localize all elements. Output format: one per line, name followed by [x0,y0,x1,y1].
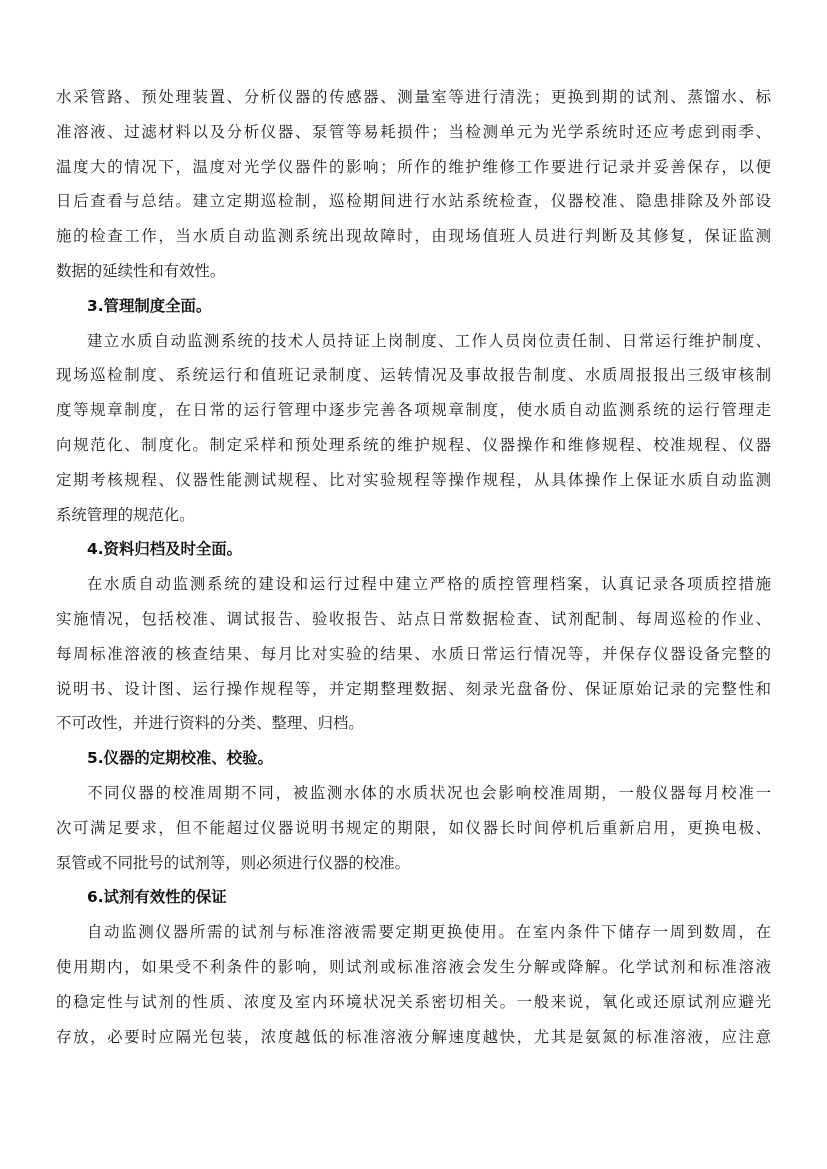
text-line: 实施情况，包括校准、调试报告、验收报告、站点日常数据检查、试剂配制、每周巡检的作业、 [56,609,771,628]
text-line: 说明书、设计图、运行操作规程等，并定期整理数据、刻录光盘备份、保证原始记录的完整性和 [56,679,771,698]
paragraph-maintenance-continued [56,80,771,289]
text-line: 的稳定性与试剂的性质、浓度及室内环境状况关系密切相关。一般来说，氧化或还原试剂应避光 [56,992,771,1011]
text-line: 向规范化、制度化。制定采样和预处理系统的维护规程、仪器操作和维修规程、校准规程、仪器 [56,435,771,454]
section-heading-management-system: 3.管理制度全面。 [87,296,212,315]
text-line: 次可满足要求，但不能超过仪器说明书规定的期限，如仪器长时间停机后重新启用，更换电极、 [56,818,771,837]
text-line: 不同仪器的校准周期不同，被监测水体的水质状况也会影响校准周期，一般仪器每月校准一 [87,783,771,802]
section-heading-reagent-validity: 6.试剂有效性的保证 [87,888,227,907]
document-page [56,80,771,1054]
text-line: 每周标准溶液的核查结果、每月比对实验的结果、水质日常运行情况等，并保存仪器设备完整的 [56,644,771,663]
text-line: 使用期内，如果受不利条件的影响，则试剂或标准溶液会发生分解或降解。化学试剂和标准溶液 [56,957,771,976]
text-line: 数据的延续性和有效性。 [56,261,226,280]
text-line: 建立水质自动监测系统的技术人员持证上岗制度、工作人员岗位责任制、日常运行维护制度、 [87,331,771,350]
paragraph-management-system [56,324,771,533]
paragraph-calibration [56,776,771,880]
section-heading-calibration: 5.仪器的定期校准、校验。 [87,749,273,768]
text-line: 施的检查工作，当水质自动监测系统出现故障时，由现场值班人员进行判断及其修复，保证监测 [56,227,771,246]
paragraph-reagent-validity [56,915,771,1054]
text-line: 自动监测仪器所需的试剂与标准溶液需要定期更换使用。在室内条件下储存一周到数周，在 [87,923,771,942]
text-line: 准溶液、过滤材料以及分析仪器、泵管等易耗损件；当检测单元为光学系统时还应考虑到雨季、 [56,122,771,141]
text-line: 存放，必要时应隔光包装，浓度越低的标准溶液分解速度越快，尤其是氨氮的标准溶液，应注意 [56,1027,771,1046]
text-line: 度等规章制度，在日常的运行管理中逐步完善各项规章制度，使水质自动监测系统的运行管理走 [56,401,771,420]
text-line: 日后查看与总结。建立定期巡检制，巡检期间进行水站系统检查，仪器校准、隐患排除及外部设 [56,192,771,211]
text-line: 现场巡检制度、系统运行和值班记录制度、运转情况及事故报告制度、水质周报报出三级审核制 [56,366,771,385]
text-line: 水采管路、预处理装置、分析仪器的传感器、测量室等进行清洗；更换到期的试剂、蒸馏水、标 [56,88,771,106]
text-line: 温度大的情况下，温度对光学仪器件的影响；所作的维护维修工作要进行记录并妥善保存，以便 [56,157,771,176]
paragraph-archiving [56,567,771,741]
section-heading-archiving: 4.资料归档及时全面。 [87,540,243,559]
text-line: 系统管理的规范化。 [56,505,195,524]
text-line: 定期考核规程、仪器性能测试规程、比对实验规程等操作规程，从具体操作上保证水质自动监测 [56,470,771,489]
text-line: 在水质自动监测系统的建设和运行过程中建立严格的质控管理档案，认真记录各项质控措施 [87,575,771,594]
text-line: 不可改性，并进行资料的分类、整理、归档。 [56,714,364,733]
text-line: 泵管或不同批号的试剂等，则必须进行仪器的校准。 [56,853,410,872]
